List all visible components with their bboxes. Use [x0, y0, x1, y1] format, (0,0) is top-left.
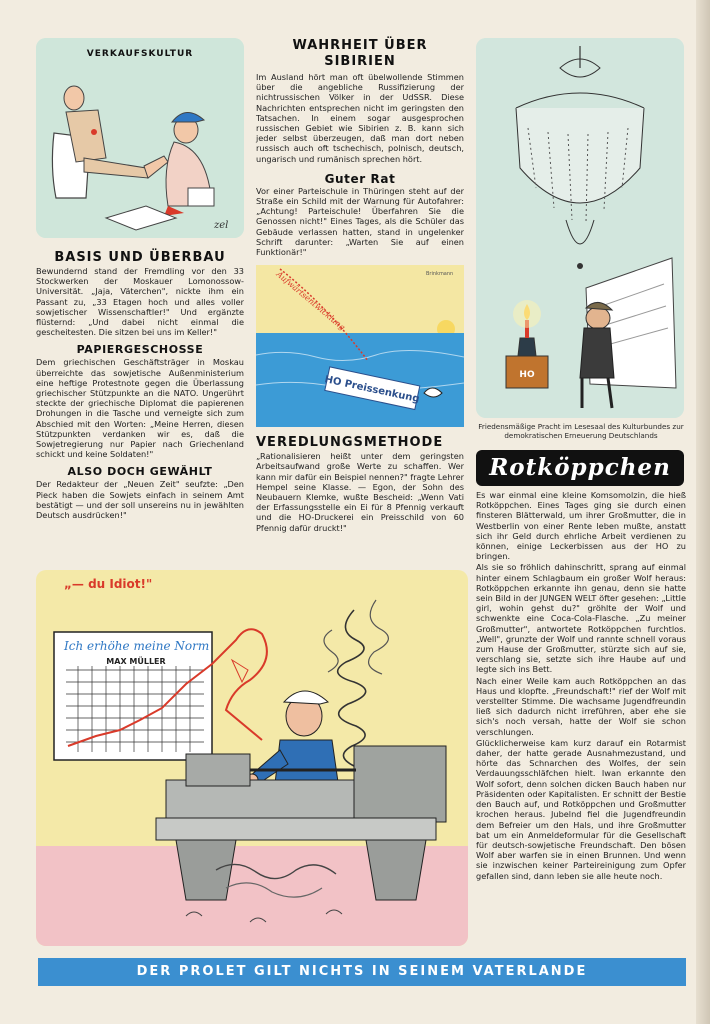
- middle-column: [256, 38, 464, 533]
- sign-label: HO Preissenkung: [323, 374, 421, 406]
- papier-title: PAPIERGESCHOSSE: [76, 343, 204, 357]
- sea-cartoon: [256, 265, 464, 427]
- fairy-paragraph-2: Als sie so fröhlich dahinschritt, sprang auf einmal hinter einem Schlagbaum ein großer Wolf heraus: Rotköppchen erkannte ihn genau, denn sie hatte sein Bild in der JUNGEN WELT öfter gesehen: „Little girl, wohin gehst du?" gröhlte der Wolf und schwenkte eine Coca-Cola-Flasche. „Zu meiner Großmutter", antwortete Rotköppchen furchtlos. „Well", grunzte der Wolf und rannte schnell voraus zum Hause der Großmutter, stürzte sich auf sie, verschlang sie, setzte sich ihre Haube auf und legte sich ins Bett.: [476, 562, 686, 675]
- basis-title: BASIS UND ÜBERBAU: [54, 250, 226, 265]
- arrow-label: Aufwärtsentwicklung: [274, 269, 347, 333]
- left-column: [36, 38, 244, 520]
- rotkoeppchen-title: Rotköppchen: [476, 450, 684, 486]
- chandelier-and-candle-illustration: [476, 38, 684, 418]
- fairy-paragraph-1: Es war einmal eine kleine Komsomolzin, die hieß Rotköppchen. Eines Tages ging sie durch einen finsteren Blätterwald, um ihrer Großmutter, die in Westberlin von einer Rente leben mußte, anstatt sich ihr Geld durch ehrliche Arbeit verdienen zu können, einige Leckerbissen aus der HO zu bringen.: [476, 490, 686, 562]
- verkaufskultur-cartoon: [36, 38, 244, 238]
- cartoon-label: VERKAUFSKULTUR: [86, 49, 194, 59]
- chandelier-caption: Friedensmäßige Pracht im Lesesaal des Kulturbundes zur demokratischen Erneuerung Deutschlands: [478, 422, 684, 440]
- also-text: Der Redakteur der „Neuen Zeit" seufzte: „Den Pieck haben die Sowjets einfach in seinem Amt bestätigt — und der soll unsereins nu in jewählten Deutsch ausdrücken!": [36, 479, 244, 521]
- chart-name: MAX MÜLLER: [106, 657, 166, 666]
- page-binding-edge: [696, 0, 710, 1024]
- fairy-paragraph-4: Glücklicherweise kam kurz darauf ein Rotarmist daher, der hatte gerade Ausnahmezustand, und hörte das Schnarchen des Wolfes, der sein Verdauungsschläfchen hielt. Iwan erkannte den Wolf sofort, denn solchen dicken Bauch haben nur Präsidenten oder Kapitalisten. Er schnitt der Bestie den Bauch auf, und Rotköppchen und Großmutter krochen heraus. Jubelnd fiel die Jugendfreundin dem Befreier um den Hals, und ihre Großmutter bat um ein Anmeldeformular für die Gesellschaft für deutsch-sowjetische Freundschaft. Den bösen Wolf aber warfen sie in einen Brunnen. Und wenn sie inzwischen keiner Parteireinigung zum Opfer gefallen sind, dann leben sie alle heute noch.: [476, 737, 686, 881]
- customer-and-saleswoman-illustration: [36, 38, 244, 238]
- veredlung-title: VEREDLUNGSMETHODE: [256, 435, 444, 451]
- right-column: [476, 38, 686, 881]
- fairy-paragraph-3: Nach einer Weile kam auch Rotköppchen an das Haus und klopfte. „Freundschaft!" rief der Wolf mit verstellter Stimme. Die wachsame Jugendfreundin ließ sich dadurch nicht irreführen, aber ehe sie sich's noch versah, hatte der Wolf sie schon verschlungen.: [476, 675, 686, 737]
- bottom-banner: DER PROLET GILT NICHTS IN SEINEM VATERLANDE: [38, 958, 686, 986]
- sea-signature: Brinkmann: [426, 271, 454, 278]
- norm-cartoon: [36, 570, 468, 946]
- worker-at-lathe-illustration: [36, 570, 468, 946]
- speech-text: „— du Idiot!": [64, 577, 153, 591]
- papier-text: Dem griechischen Geschäftsträger in Moskau überreichte das sowjetische Außenministerium eine heftige Protestnote gegen die Überlassung griechischer Stützpunkte an die NATO. Ungerührt steckte der griechische Diplomat die papierenen Drohungen in die Tasche und verneigte sich zum Abschied mit den Worten: „Meine Herren, diesen Stützpunkten verdanken wir es, daß die Sowjetregierung nur Papier nach Griechenland schickt und keine Soldaten!": [36, 357, 244, 460]
- chart-heading: Ich erhöhe meine Norm: [64, 639, 210, 653]
- basis-text: Bewundernd stand der Fremdling vor den 33 Stockwerken der Moskauer Lomonossow-Universität. „Jaja, Väterchen", nickte ihm ein Passant zu, „33 Etagen hoch und alles voller sowjetischer Wissenschaftler!" Und ergänzte flüsternd: „Und dabei nicht einmal die gescheitesten. Die sitzen bei uns im Keller!": [36, 266, 244, 338]
- veredlung-text: „Rationalisieren heißt unter dem geringsten Arbeitsaufwand große Werte zu schaffen. Wer kann mir dafür ein Beispiel nennen?" fragte Lehrer Hempel seine Klasse. — Egon, der Sohn des Neubauern Klemke, wußte Bescheid: „Wenn Vati der Erfassungsstelle ein Ei für 8 Pfennig verkauft und die HO-Druckerei ein Preisschild von 60 Pfennig dafür druckt!": [256, 451, 464, 533]
- wahrheit-title: WAHRHEIT ÜBER SIBIRIEN: [292, 38, 428, 69]
- wahrheit-text: Im Ausland hört man oft übelwollende Stimmen über die angebliche Russifizierung der nichtrussischen Völker in der UdSSR. Diese Nachrichten entsprechen nicht im geringsten den Tatsachen. In einem sogar ausgesprochen russischen Gebiet wie Sibirien z. B. kann sich jeder selbst überzeugen, daß man dort neben russisch auch oft tschechisch, polnisch, deutsch, ungarisch und rumänisch sprechen hört.: [256, 72, 464, 164]
- price-reduction-sea-illustration: [256, 265, 464, 427]
- cartoon-signature: zel: [214, 220, 229, 231]
- chandelier-cartoon: [476, 38, 684, 418]
- also-title: ALSO DOCH GEWÄHLT: [67, 465, 213, 479]
- ho-box-label: HO: [519, 370, 535, 380]
- rat-text: Vor einer Parteischule in Thüringen steht auf der Straße ein Schild mit der Warnung für Autofahrer: „Achtung! Parteischule! Überfahren Sie die Genossen nicht!" Eines Tages, als die Schüler das Gebäude verlassen hatten, stand in ungelenker Schrift darunter: „Warten Sie auf einen Funktionär!": [256, 185, 464, 258]
- rat-title: Guter Rat: [324, 171, 396, 186]
